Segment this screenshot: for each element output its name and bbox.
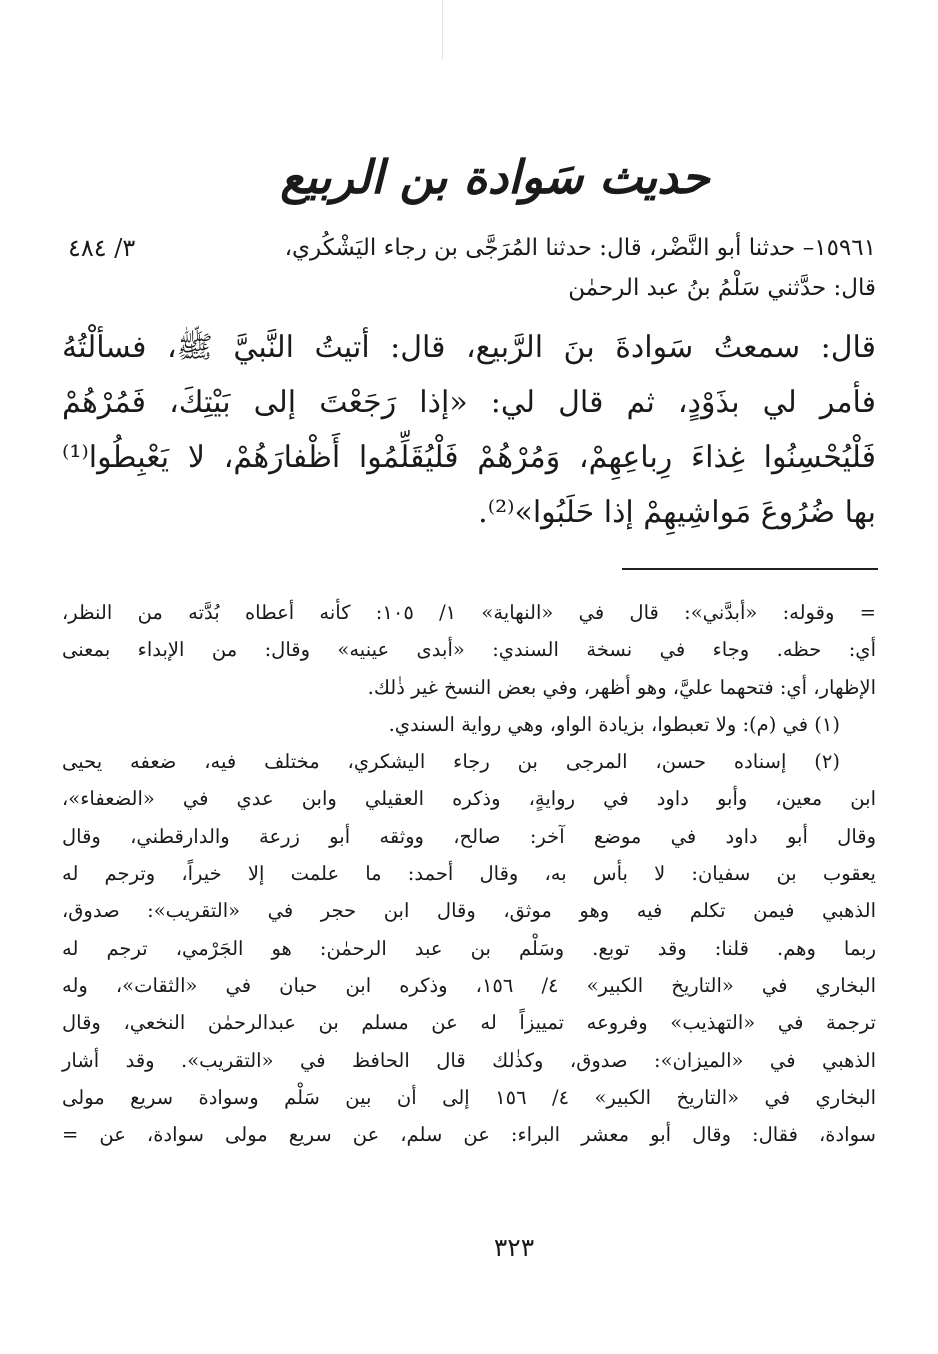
page-number: ٣٢٣ xyxy=(493,1233,535,1262)
footnote-line: وقال أبو داود في موضع آخر: صالح، ووثقه أبو زرعة والدارقطني، وقال xyxy=(62,824,876,848)
hadith-text-line: فأمر لي بذَوْدٍ، ثم قال لي: «إذا رَجَعْتَ إلى بَيْتِكَ، فَمُرْهُمْ xyxy=(62,385,876,420)
page-fold-line xyxy=(442,0,443,60)
footnote-line: ربما وهم. قلنا: وقد توبع. وسَلْم بن عبد الرحمٰن: هو الجَرْمي، ترجم له xyxy=(62,936,876,960)
footnotes xyxy=(62,594,876,1153)
footnote-separator xyxy=(622,568,878,570)
footnote-line: الذهبي في «الميزان»: صدوق، وكذٰلك قال الحافظ في «التقريب». وقد أشار xyxy=(62,1048,876,1072)
footnote-line: يعقوب بن سفيان: لا بأس به، وقال أحمد: ما علمت إلا خيراً، وترجم له xyxy=(62,862,876,886)
hadith-text xyxy=(62,320,876,540)
footnote-line: البخاري في «التاريخ الكبير» ٤/ ١٥٦ إلى أن بين سَلْم وسوادة سريع مولى xyxy=(62,1085,876,1109)
footnote-line: (٢) إسناده حسن، المرجى بن رجاء اليشكري، مختلف فيه، ضعفه يحيى xyxy=(62,750,840,774)
isnad-line: ١٥٩٦١– حدثنا أبو النَّضْر، قال: حدثنا المُرَجَّى بن رجاء اليَشْكُري، xyxy=(284,235,876,261)
footnote-line: (١) في (م): ولا تعبطوا، بزيادة الواو، وهي رواية السندي. xyxy=(388,712,840,736)
footnote-line: ترجمة في «التهذيب» وفروعه تمييزاً له عن مسلم بن عبدالرحمٰن النخعي، وقال xyxy=(62,1011,876,1035)
footnote-line: الإظهار، أي: فتحهما عليَّ، وهو أظهر، وفي بعض النسخ غير ذٰلك. xyxy=(367,675,876,699)
footnote-line: ابن معين، وأبو داود في روايةٍ، وذكره العقيلي وابن عدي في «الضعفاء»، xyxy=(62,787,876,811)
footnote-line: سوادة، فقال: وقال أبو معشر البراء: عن سلم، عن سريع مولى سوادة، عن = xyxy=(62,1123,876,1147)
hadith-text-line: قال: سمعتُ سَوادةَ بنَ الرَّبيع، قال: أتيتُ النَّبيَّ ﷺ، فسألْتُهُ xyxy=(62,330,876,365)
volume-page-reference: ٣/ ٤٨٤ xyxy=(68,234,136,262)
chapter-title: حديث سَوادة بن الربيع xyxy=(280,150,710,204)
hadith-text-line: فَلْيُحْسِنُوا غِذاءَ رِباعِهِمْ، وَمُرْهُمْ فَلْيُقَلِّمُوا أَظْفارَهُمْ، لا يَعْبِطُوا⁽¹⁾ xyxy=(62,440,876,475)
footnote-line: الذهبي فيمن تكلم فيه وهو موثق، وقال ابن حجر في «التقريب»: صدوق، xyxy=(62,899,876,923)
footnote-line: = وقوله: «أبدَّني»: قال في «النهاية» ١/ ١٠٥: كأنه أعطاه بُدَّته من النظر، xyxy=(62,601,876,624)
hadith-text-line: بها ضُرُوعَ مَواشِيهِمْ إذا حَلَبُوا»⁽²⁾. xyxy=(478,495,876,530)
isnad-line: قال: حدَّثني سَلْمُ بنُ عبد الرحمٰن xyxy=(568,275,876,301)
footnote-line: أي: حظه. وجاء في نسخة السندي: «أبدى عينيه» وقال: من الإبداء بمعنى xyxy=(62,638,876,662)
hadith-isnad xyxy=(176,228,876,308)
footnote-line: البخاري في «التاريخ الكبير» ٤/ ١٥٦، وذكره ابن حبان في «الثقات»، وله xyxy=(62,973,876,997)
